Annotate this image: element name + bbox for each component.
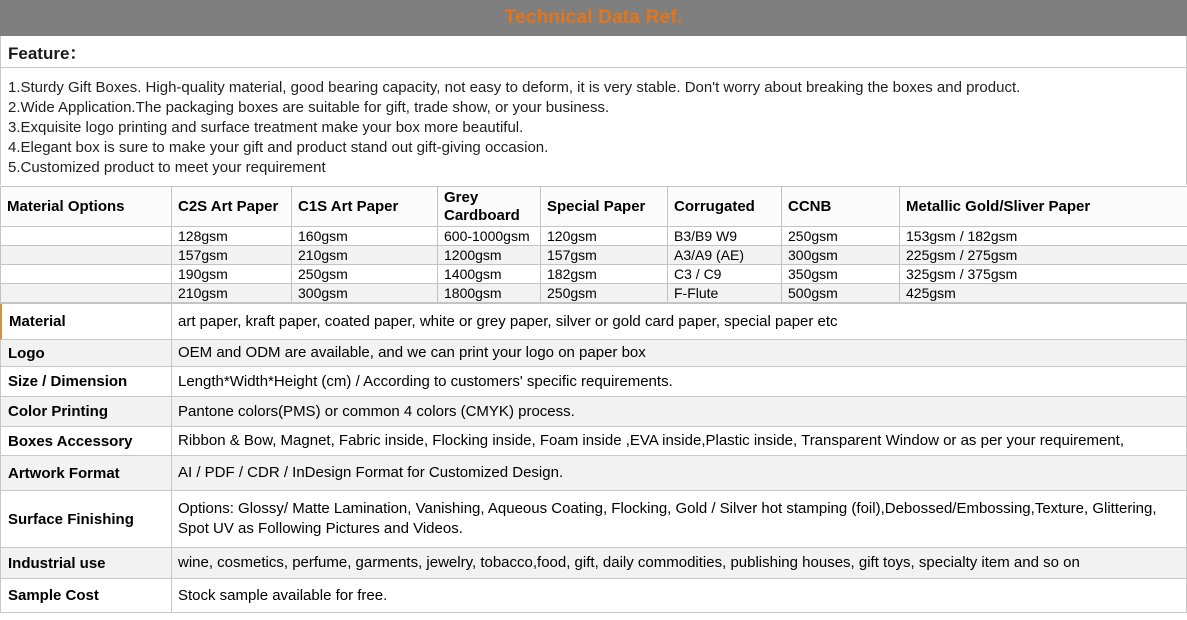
table-cell: B3/B9 W9 bbox=[668, 227, 782, 246]
table-cell: 153gsm / 182gsm bbox=[900, 227, 1187, 246]
table-header-row bbox=[1, 187, 1187, 227]
table-cell: 325gsm / 375gsm bbox=[900, 265, 1187, 284]
detail-value: Stock sample available for free. bbox=[178, 586, 388, 604]
detail-row bbox=[0, 456, 1187, 491]
detail-row bbox=[0, 427, 1187, 456]
table-cell: 425gsm bbox=[900, 284, 1187, 303]
detail-value: Length*Width*Height (cm) / According to customers' specific requirements. bbox=[178, 372, 673, 390]
section-banner bbox=[0, 0, 1187, 36]
detail-row bbox=[0, 548, 1187, 579]
detail-value: wine, cosmetics, perfume, garments, jewelry, tobacco,food, gift, daily commodities, publishing houses, gift toys, specialty item and so on bbox=[178, 554, 1080, 571]
detail-label: Surface Finishing bbox=[1, 491, 172, 547]
table-cell bbox=[1, 265, 172, 284]
detail-label: Sample Cost bbox=[1, 579, 172, 612]
column-header: Special Paper bbox=[541, 187, 668, 227]
table-cell bbox=[1, 227, 172, 246]
table-row bbox=[1, 227, 1187, 246]
detail-label: Size / Dimension bbox=[1, 367, 172, 396]
table-cell bbox=[1, 246, 172, 265]
detail-row bbox=[0, 491, 1187, 548]
table-cell: C3 / C9 bbox=[668, 265, 782, 284]
table-row bbox=[1, 265, 1187, 284]
table-cell: F-Flute bbox=[668, 284, 782, 303]
column-header: CCNB bbox=[782, 187, 900, 227]
table-cell bbox=[1, 284, 172, 303]
banner-title: Technical Data Ref. bbox=[504, 7, 683, 28]
detail-label: Color Printing bbox=[1, 397, 172, 426]
column-header: C2S Art Paper bbox=[172, 187, 292, 227]
table-cell: 157gsm bbox=[541, 246, 668, 265]
feature-item: 5.Customized product to meet your requirement bbox=[8, 159, 326, 176]
feature-item: 1.Sturdy Gift Boxes. High-quality material, good bearing capacity, not easy to deform, it is very stable. Don't worry about breaking the boxes and product. bbox=[8, 79, 1021, 96]
detail-label: Artwork Format bbox=[1, 456, 172, 490]
table-cell: 300gsm bbox=[782, 246, 900, 265]
detail-row bbox=[0, 579, 1187, 613]
detail-row bbox=[0, 304, 1187, 340]
table-cell: A3/A9 (AE) bbox=[668, 246, 782, 265]
table-cell: 250gsm bbox=[292, 265, 438, 284]
table-cell: 225gsm / 275gsm bbox=[900, 246, 1187, 265]
table-cell: 250gsm bbox=[782, 227, 900, 246]
material-options-table bbox=[0, 186, 1187, 303]
detail-value: art paper, kraft paper, coated paper, white or grey paper, silver or gold card paper, special paper etc bbox=[178, 312, 838, 330]
column-header: Grey Cardboard bbox=[438, 187, 541, 227]
feature-list bbox=[0, 68, 1187, 185]
table-cell: 128gsm bbox=[172, 227, 292, 246]
detail-value: Options: Glossy/ Matte Lamination, Vanishing, Aqueous Coating, Flocking, Gold / Silver hot stamping (foil),Debossed/Embossing,Texture, Glittering, Spot UV as Following Pictures and Videos. bbox=[178, 500, 1157, 537]
table-cell: 600-1000gsm bbox=[438, 227, 541, 246]
table-row bbox=[1, 284, 1187, 303]
table-cell: 210gsm bbox=[292, 246, 438, 265]
detail-value: Pantone colors(PMS) or common 4 colors (CMYK) process. bbox=[178, 402, 575, 420]
table-cell: 300gsm bbox=[292, 284, 438, 303]
column-header: Metallic Gold/Sliver Paper bbox=[900, 187, 1187, 227]
column-header: Material Options bbox=[1, 187, 172, 227]
table-row bbox=[1, 246, 1187, 265]
column-header: C1S Art Paper bbox=[292, 187, 438, 227]
table-cell: 500gsm bbox=[782, 284, 900, 303]
detail-label: Material bbox=[2, 304, 172, 339]
feature-item: 3.Exquisite logo printing and surface treatment make your box more beautiful. bbox=[8, 119, 524, 136]
table-cell: 210gsm bbox=[172, 284, 292, 303]
table-cell: 350gsm bbox=[782, 265, 900, 284]
column-header: Corrugated bbox=[668, 187, 782, 227]
table-cell: 120gsm bbox=[541, 227, 668, 246]
details-section bbox=[0, 303, 1187, 613]
feature-heading: Feature： bbox=[0, 36, 1187, 68]
table-cell: 157gsm bbox=[172, 246, 292, 265]
table-cell: 190gsm bbox=[172, 265, 292, 284]
table-cell: 250gsm bbox=[541, 284, 668, 303]
detail-value: Ribbon & Bow, Magnet, Fabric inside, Flocking inside, Foam inside ,EVA inside,Plastic inside, Transparent Window or as per your requirement, bbox=[178, 432, 1125, 449]
detail-label: Logo bbox=[1, 340, 172, 366]
table-cell: 1200gsm bbox=[438, 246, 541, 265]
detail-row bbox=[0, 367, 1187, 397]
detail-value: AI / PDF / CDR / InDesign Format for Customized Design. bbox=[178, 464, 564, 481]
detail-row bbox=[0, 340, 1187, 367]
table-cell: 1400gsm bbox=[438, 265, 541, 284]
detail-value: OEM and ODM are available, and we can print your logo on paper box bbox=[178, 344, 646, 361]
detail-row bbox=[0, 397, 1187, 427]
table-cell: 182gsm bbox=[541, 265, 668, 284]
table-cell: 160gsm bbox=[292, 227, 438, 246]
feature-item: 2.Wide Application.The packaging boxes are suitable for gift, trade show, or your business. bbox=[8, 99, 610, 116]
detail-label: Industrial use bbox=[1, 548, 172, 578]
table-cell: 1800gsm bbox=[438, 284, 541, 303]
detail-label: Boxes Accessory bbox=[1, 427, 172, 455]
feature-item: 4.Elegant box is sure to make your gift and product stand out gift-giving occasion. bbox=[8, 139, 549, 156]
